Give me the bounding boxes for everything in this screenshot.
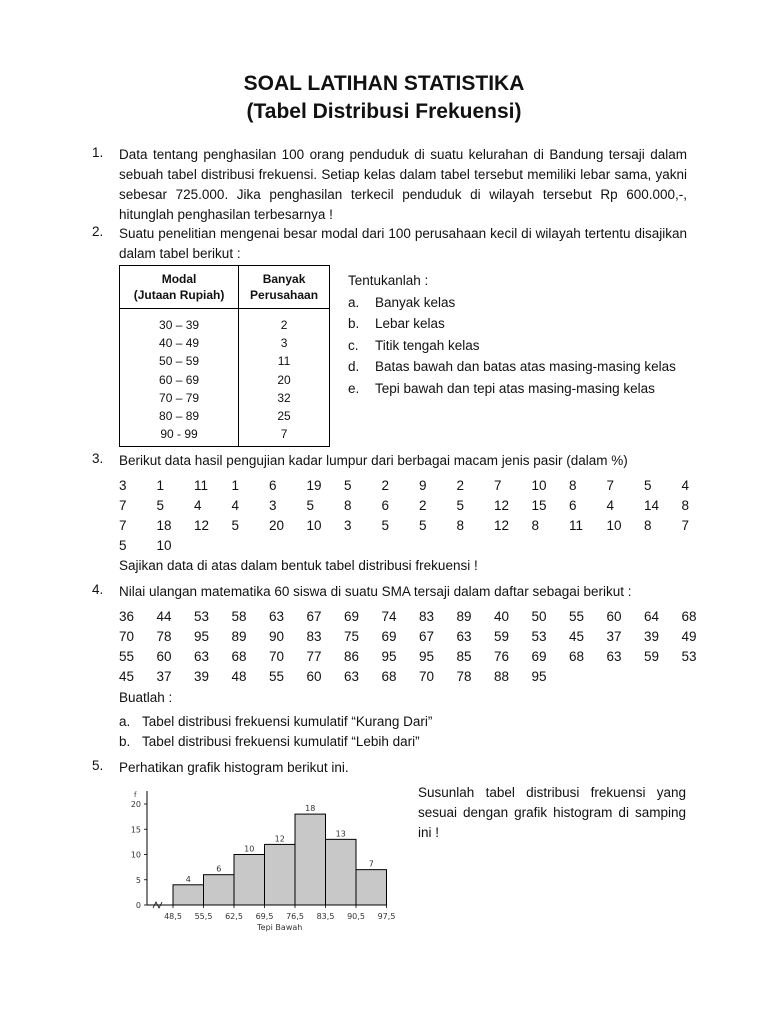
- data-value: 39: [194, 669, 210, 684]
- data-value: 8: [344, 498, 352, 513]
- list-item: a. Tabel distribusi frekuensi kumulatif “Kurang Dari”: [119, 714, 433, 729]
- data-value: 58: [231, 609, 247, 624]
- x-tick-label: 76,5: [286, 912, 304, 921]
- data-value: 10: [156, 538, 172, 553]
- data-value: 20: [269, 518, 285, 533]
- data-row: [119, 496, 699, 516]
- q3-number: 3.: [92, 451, 104, 466]
- data-value: 55: [569, 609, 585, 624]
- data-value: 68: [681, 609, 697, 624]
- data-value: 3: [269, 498, 277, 513]
- data-value: 7: [681, 518, 690, 533]
- data-value: 10: [606, 518, 622, 533]
- data-row: [119, 627, 699, 647]
- data-value: 4: [681, 478, 690, 493]
- table-row: 30 – 39 2: [120, 309, 330, 335]
- q5-instruction: Susunlah tabel distribusi frekuensi yang sesuai dengan grafik histogram di samping ini !: [418, 785, 686, 840]
- data-value: 53: [681, 649, 697, 664]
- data-value: 68: [381, 669, 397, 684]
- y-tick-label: 15: [130, 825, 141, 835]
- q2-number: 2.: [92, 224, 104, 239]
- bar-value-label: 6: [216, 864, 222, 874]
- q5-number: 5.: [92, 758, 104, 773]
- data-value: 63: [344, 669, 360, 684]
- data-value: 2: [381, 478, 390, 493]
- table-row: 80 – 89 25: [120, 407, 330, 425]
- data-value: 85: [456, 649, 472, 664]
- q1-number: 1.: [92, 145, 104, 160]
- x-tick-label: 90,5: [347, 912, 365, 921]
- data-row: [119, 607, 699, 627]
- table-row: 40 – 49 3: [120, 334, 330, 352]
- q4-text: Nilai ulangan matematika 60 siswa di suatu SMA tersaji dalam daftar sebagai berikut :: [119, 584, 632, 599]
- data-value: 55: [119, 649, 135, 664]
- data-value: 6: [381, 498, 390, 513]
- data-value: 39: [644, 629, 660, 644]
- data-value: 14: [644, 498, 660, 513]
- data-value: 48: [231, 669, 247, 684]
- data-value: 45: [119, 669, 135, 684]
- bar-value-label: 7: [368, 859, 374, 869]
- bar-value-label: 4: [185, 874, 191, 884]
- data-value: 67: [419, 629, 435, 644]
- q3-instruction: Sajikan data di atas dalam bentuk tabel distribusi frekuensi !: [119, 558, 478, 573]
- y-axis-label: f: [134, 791, 137, 799]
- data-value: 63: [269, 609, 285, 624]
- data-value: 60: [156, 649, 172, 664]
- data-value: 36: [119, 609, 135, 624]
- data-value: 4: [194, 498, 202, 513]
- data-value: 12: [494, 498, 510, 513]
- data-value: 40: [494, 609, 510, 624]
- bar-value-label: 10: [244, 844, 255, 854]
- data-value: 11: [194, 478, 209, 493]
- q2-text: Suatu penelitian mengenai besar modal dari 100 perusahaan kecil di wilayah tertentu disajikan dalam tabel berikut :: [119, 226, 687, 261]
- list-item: e. Tepi bawah dan tepi atas masing-masing kelas: [348, 380, 655, 396]
- data-value: 6: [269, 478, 277, 493]
- table-row: 50 – 59 11: [120, 352, 330, 370]
- data-value: 69: [531, 649, 547, 664]
- table-row: 60 – 69 20: [120, 371, 330, 389]
- histogram-bar: [326, 839, 357, 905]
- data-value: 44: [156, 609, 172, 624]
- data-value: 60: [606, 609, 622, 624]
- data-value: 5: [306, 498, 315, 513]
- data-value: 89: [456, 609, 472, 624]
- title-line-1: SOAL LATIHAN STATISTIKA: [243, 72, 525, 95]
- data-value: 37: [156, 669, 172, 684]
- data-value: 59: [644, 649, 660, 664]
- data-value: 50: [531, 609, 547, 624]
- data-value: 10: [306, 518, 322, 533]
- modal-header: Modal (Jutaan Rupiah): [120, 266, 239, 309]
- data-value: 95: [531, 669, 547, 684]
- data-value: 60: [306, 669, 322, 684]
- table-row: 70 – 79 32: [120, 389, 330, 407]
- data-row: [119, 667, 699, 687]
- data-value: 95: [194, 629, 210, 644]
- data-value: 7: [606, 478, 615, 493]
- data-value: 4: [231, 498, 240, 513]
- bar-value-label: 12: [274, 834, 285, 844]
- data-value: 78: [456, 669, 472, 684]
- data-value: 89: [231, 629, 247, 644]
- q1-text: Data tentang penghasilan 100 orang penduduk di suatu kelurahan di Bandung tersaji dalam sebuah tabel distribusi frekuensi. Setiap kelas dalam tabel tersebut memiliki lebar sama, yakni sebesar 725.000. Jika penghasilan terkecil penduduk di wilayah tersebut Rp 600.000,-, hitunglah penghasilan terbesarnya !: [119, 147, 687, 222]
- data-value: 49: [681, 629, 697, 644]
- data-value: 18: [156, 518, 172, 533]
- x-tick-label: 83,5: [316, 912, 335, 921]
- data-value: 74: [381, 609, 397, 624]
- list-item: b. Tabel distribusi frekuensi kumulatif “Lebih dari”: [119, 734, 420, 749]
- data-row: [119, 476, 699, 496]
- list-item: a. Banyak kelas: [348, 294, 456, 310]
- data-value: 1: [156, 478, 165, 493]
- data-value: 2: [419, 498, 427, 513]
- y-tick-label: 0: [135, 901, 141, 910]
- data-value: 5: [344, 478, 352, 493]
- data-value: 6: [569, 498, 577, 513]
- histogram-bar: [295, 814, 326, 905]
- data-value: 59: [494, 629, 510, 644]
- data-value: 90: [269, 629, 285, 644]
- buatlah-label: Buatlah :: [119, 690, 173, 705]
- data-value: 95: [419, 649, 435, 664]
- data-value: 69: [344, 609, 360, 624]
- data-value: 83: [419, 609, 435, 624]
- data-value: 1: [231, 478, 240, 493]
- q3-data-grid: [119, 476, 699, 556]
- table-row: 90 - 99 7: [120, 425, 330, 447]
- data-value: 5: [419, 518, 427, 533]
- tentukan-label: Tentukanlah :: [348, 273, 429, 288]
- data-value: 76: [494, 649, 510, 664]
- data-value: 12: [194, 518, 210, 533]
- histogram-chart: [125, 785, 400, 935]
- data-value: 7: [119, 518, 127, 533]
- modal-table: [119, 265, 330, 447]
- data-value: 5: [381, 518, 390, 533]
- data-value: 45: [569, 629, 585, 644]
- q3-text: Berikut data hasil pengujian kadar lumpur dari berbagai macam jenis pasir (dalam %): [119, 453, 628, 468]
- data-value: 70: [119, 629, 135, 644]
- data-row: [119, 516, 699, 536]
- data-value: 88: [494, 669, 510, 684]
- y-tick-label: 20: [130, 800, 141, 809]
- data-value: 5: [456, 498, 465, 513]
- q4-number: 4.: [92, 582, 104, 597]
- histogram-bar: [173, 885, 204, 905]
- data-value: 77: [306, 649, 322, 664]
- data-value: 53: [194, 609, 210, 624]
- x-tick-label: 55,5: [194, 912, 213, 921]
- data-value: 75: [344, 629, 360, 644]
- data-value: 8: [456, 518, 465, 533]
- data-value: 8: [569, 478, 577, 493]
- data-value: 10: [531, 478, 547, 493]
- axis-break-mark: [153, 902, 162, 908]
- data-value: 67: [306, 609, 322, 624]
- list-item: b. Lebar kelas: [348, 316, 445, 331]
- data-value: 69: [381, 629, 397, 644]
- data-value: 63: [194, 649, 210, 664]
- data-value: 19: [306, 478, 322, 493]
- data-value: 5: [231, 518, 240, 533]
- data-value: 5: [119, 538, 127, 553]
- data-value: 5: [644, 478, 652, 493]
- data-value: 95: [381, 649, 397, 664]
- list-item: d. Batas bawah dan batas atas masing-masing kelas: [348, 359, 676, 374]
- data-value: 11: [569, 518, 584, 533]
- y-tick-label: 5: [135, 875, 141, 885]
- x-tick-label: 97,5: [377, 912, 396, 921]
- data-value: 64: [644, 609, 660, 624]
- x-tick-label: 62,5: [225, 912, 243, 921]
- histogram-bar: [204, 875, 235, 905]
- data-value: 68: [231, 649, 247, 664]
- data-value: 12: [494, 518, 510, 533]
- data-value: 55: [269, 669, 285, 684]
- data-value: 2: [456, 478, 465, 493]
- data-value: 3: [119, 478, 127, 493]
- q5-text: Perhatikan grafik histogram berikut ini.: [119, 760, 349, 775]
- data-value: 63: [456, 629, 472, 644]
- bar-value-label: 18: [305, 804, 316, 814]
- data-value: 63: [606, 649, 622, 664]
- bar-value-label: 13: [335, 829, 346, 839]
- q2-tasks: [348, 270, 676, 399]
- data-value: 86: [344, 649, 360, 664]
- data-value: 7: [119, 498, 127, 513]
- data-row: [119, 647, 699, 667]
- y-tick-label: 10: [130, 850, 141, 860]
- data-value: 70: [269, 649, 285, 664]
- data-value: 8: [644, 518, 652, 533]
- data-value: 5: [156, 498, 165, 513]
- data-value: 68: [569, 649, 585, 664]
- histogram-bar: [356, 870, 387, 905]
- x-axis-label: Tepi Bawah: [257, 923, 303, 932]
- title-line-2: (Tabel Distribusi Frekuensi): [246, 100, 522, 123]
- data-value: 78: [156, 629, 172, 644]
- data-value: 4: [606, 498, 615, 513]
- data-value: 9: [419, 478, 427, 493]
- data-row: [119, 536, 699, 556]
- x-tick-label: 69,5: [255, 912, 274, 921]
- q4-data-grid: [119, 607, 699, 687]
- data-value: 37: [606, 629, 622, 644]
- data-value: 15: [531, 498, 547, 513]
- banyak-header: Banyak Perusahaan: [239, 266, 330, 309]
- data-value: 8: [681, 498, 690, 513]
- x-tick-label: 48,5: [164, 912, 182, 921]
- histogram-bar: [265, 844, 296, 905]
- data-value: 3: [344, 518, 352, 533]
- data-value: 53: [531, 629, 547, 644]
- data-value: 83: [306, 629, 322, 644]
- list-item: c. Titik tengah kelas: [348, 337, 480, 353]
- data-value: 8: [531, 518, 540, 533]
- data-value: 7: [494, 478, 502, 493]
- histogram-bar: [234, 855, 265, 906]
- data-value: 70: [419, 669, 435, 684]
